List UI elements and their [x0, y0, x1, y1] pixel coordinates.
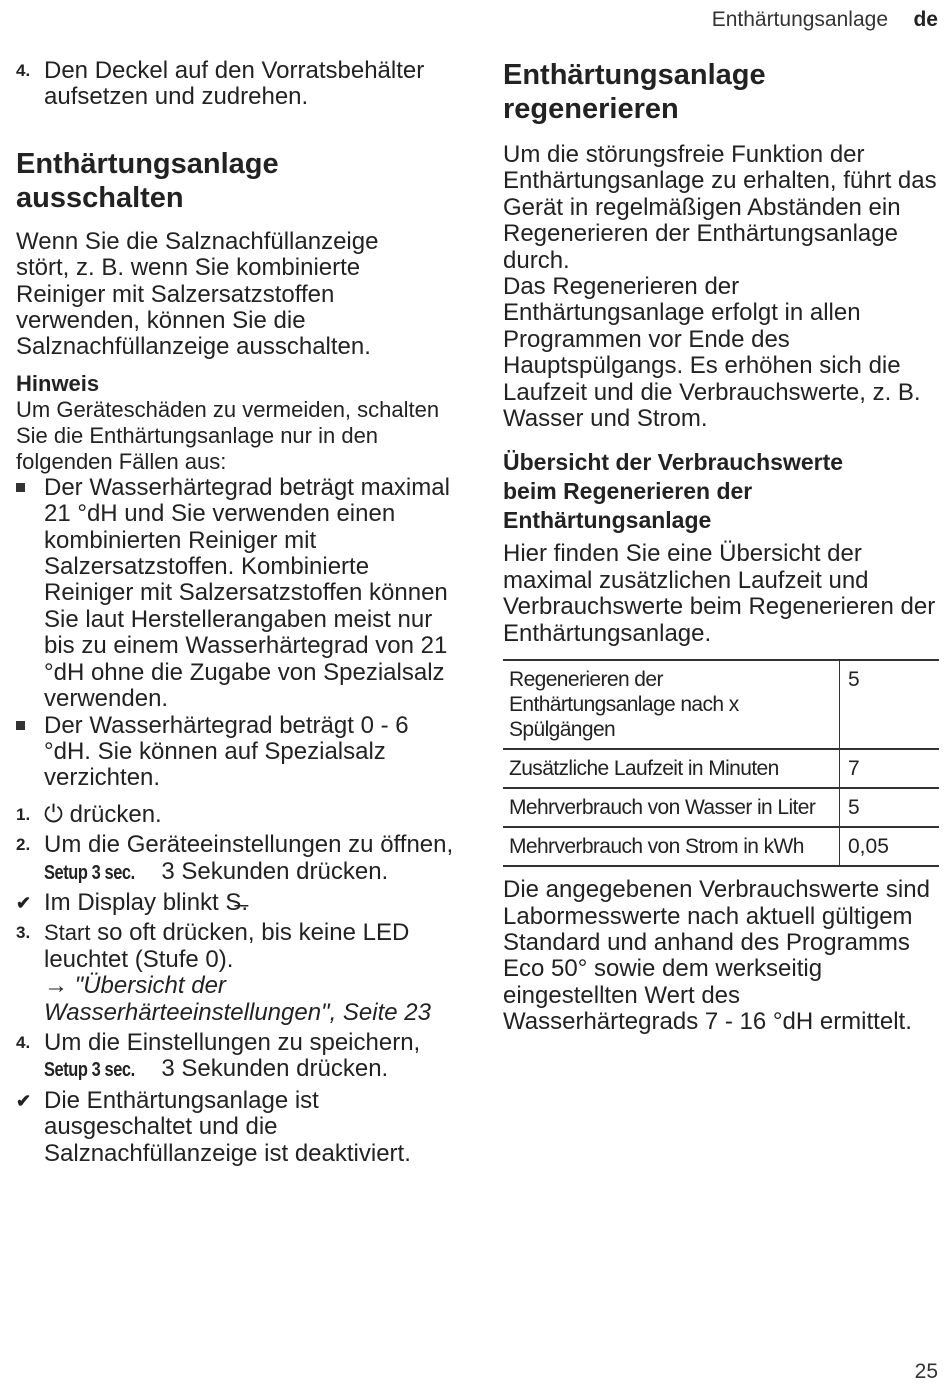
- bullet-text: Der Wasserhärtegrad beträgt maximal 21 °dH und Sie verwenden einen kombinierten Reiniger mit Salzersatzstoffen. Kombinierte Reiniger mit Salzersatzstoffen können Sie laut Herstellerangaben meist nur bis zu einem Wasserhärtegrad von 21 °dH ohne die Zugabe von Spezialsalz verwenden.: [44, 473, 450, 713]
- table-cell-label: Mehrverbrauch von Strom in kWh: [503, 827, 840, 866]
- result-text: Im Display blinkt: [44, 888, 226, 916]
- intro-paragraph: Wenn Sie die Salznachfüllanzeige stört, z. B. wenn Sie kombinierte Reiniger mit Salzersatzstoffen verwenden, können Sie die Salznachfüllanzeige ausschalten.: [16, 227, 379, 361]
- subsection-title: Übersicht der Verbrauchswerte beim Regenerieren der Enthärtungsanlage: [503, 449, 844, 534]
- start-key-label: Start: [44, 920, 91, 946]
- table-row: [503, 827, 939, 866]
- result-item: [16, 1088, 456, 1167]
- note-heading: Hinweis: [16, 370, 100, 396]
- step-number: 4.: [16, 1032, 31, 1052]
- step-text: 3 Sekunden drücken.: [154, 857, 389, 885]
- table-row: [503, 749, 939, 788]
- table-row: [503, 660, 939, 749]
- table-cell-label: Mehrverbrauch von Wasser in Liter: [503, 788, 840, 827]
- paragraph: Das Regenerieren der Enthärtungsanlage erfolgt in allen Programmen vor Ende des Hauptspülgangs. Es erhöhen sich die Laufzeit und die Verbrauchswerte, z. B. Wasser und Strom.: [503, 273, 921, 433]
- table-cell-value: 5: [840, 788, 940, 827]
- language-tag: de: [913, 8, 938, 31]
- step-number: 4.: [16, 61, 31, 80]
- cross-reference-link[interactable]: → "Übersicht der Wasserhärteeinstellungen", Seite 23: [44, 972, 431, 1026]
- step-item: [16, 832, 456, 886]
- consumption-table: [503, 659, 939, 867]
- bullet-square-icon: [16, 475, 44, 501]
- step-item: [16, 920, 456, 1026]
- step-number: 1.: [16, 804, 31, 824]
- step-item: [16, 802, 456, 828]
- step-item: [16, 58, 456, 111]
- paragraph: Hier finden Sie eine Übersicht der maximal zusätzlichen Laufzeit und Verbrauchswerte beim Regenerieren der Enthärtungsanlage.: [503, 540, 936, 647]
- left-column: [16, 58, 456, 1167]
- running-header-title: Enthärtungsanlage: [711, 8, 888, 31]
- result-text: .: [241, 888, 249, 916]
- step-item: [16, 1030, 456, 1084]
- paragraph: Um die störungsfreie Funktion der Enthärtungsanlage zu erhalten, führt das Gerät in regelmäßigen Abständen ein Regenerieren der Enthärtungsanlage durch.: [503, 141, 937, 274]
- table-cell-value: 7: [840, 749, 940, 788]
- bullet-item: [16, 475, 456, 713]
- right-column: [503, 58, 941, 1036]
- table-cell-label: Regenerieren der Enthärtungsanlage nach x Spülgängen: [503, 660, 840, 749]
- setup-key-label: Setup 3 sec.: [44, 1059, 135, 1082]
- step-text: Um die Geräteeinstellungen zu öffnen,: [44, 831, 454, 859]
- setup-key-label: Setup 3 sec.: [44, 861, 135, 884]
- bullet-square-icon: [16, 713, 44, 739]
- checkmark-icon: ✔: [16, 892, 32, 913]
- table-cell-value: 0,05: [840, 827, 940, 866]
- section-title-ausschalten: Enthärtungsanlage ausschalten: [16, 147, 279, 214]
- checkmark-icon: ✔: [16, 1090, 32, 1111]
- bullet-text: Der Wasserhärtegrad beträgt 0 - 6 °dH. Sie können auf Spezialsalz verzichten.: [44, 711, 409, 792]
- table-cell-value: 5: [840, 660, 940, 749]
- step-text: Um die Einstellungen zu speichern,: [44, 1028, 421, 1056]
- table-row: [503, 788, 939, 827]
- result-text: Die Enthärtungsanlage ist ausgeschaltet und die Salznachfüllanzeige ist deaktiviert.: [44, 1086, 411, 1167]
- step-text: drücken.: [62, 800, 162, 828]
- table-cell-label: Zusätzliche Laufzeit in Minuten: [503, 749, 840, 788]
- section-title-regenerieren: Enthärtungsanlage regenerieren: [503, 59, 766, 125]
- step-text: so oft drücken, bis keine LED leuchtet (Stufe 0).: [44, 919, 410, 973]
- step-text: 3 Sekunden drücken.: [154, 1055, 389, 1083]
- step-number: 3.: [16, 923, 31, 943]
- result-item: [16, 890, 456, 916]
- salt-symbol-icon: S̶: [225, 888, 242, 916]
- bullet-item: [16, 713, 456, 792]
- note-text: Um Geräteschäden zu vermeiden, schalten Sie die Enthärtungsanlage nur in den folgenden Fällen aus:: [16, 396, 440, 474]
- page-number: 25: [914, 1360, 938, 1383]
- step-number: 2.: [16, 835, 31, 855]
- power-icon: ⏻: [44, 800, 63, 828]
- step-text: Den Deckel auf den Vorratsbehälter aufsetzen und zudrehen.: [44, 57, 425, 111]
- paragraph: Die angegebenen Verbrauchswerte sind Labormesswerte nach aktuell gültigem Standard und anhand des Programms Eco 50° sowie dem werkseitig eingestellten Wert des Wasserhärtegrads 7 - 16 °dH ermittelt.: [503, 876, 930, 1036]
